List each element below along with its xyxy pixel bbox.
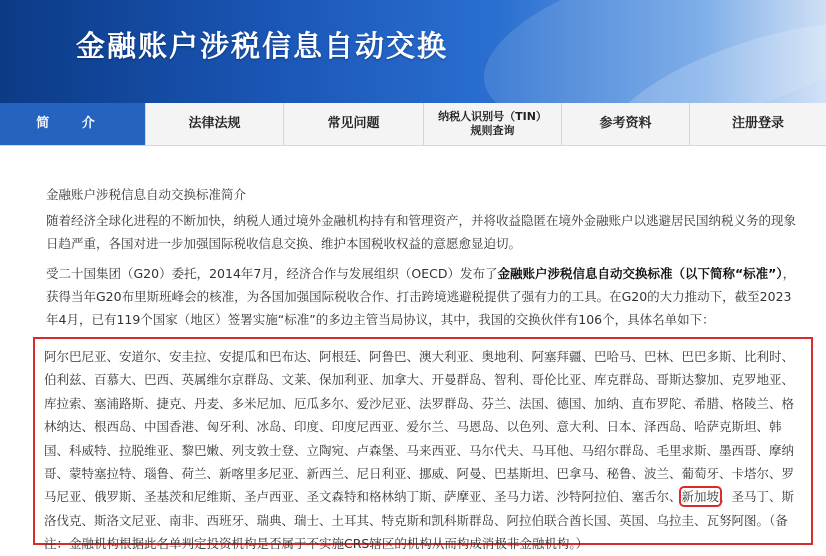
highlighted-country-singapore: 新加坡 [681,489,720,505]
country-list-part2: 、圣马丁、斯洛伐克、斯洛文尼亚、南非、西班牙、瑞典、瑞士、土耳其、特克斯和凯科斯群岛、阿拉伯联合酋长国、英国、乌拉圭、瓦努阿图。（备注：金融机构根据此名单判定投资机构是否属于不实施CRS辖区的机构从而构成消极非金融机构。） [44,489,795,552]
main-content [0,145,826,554]
intro-paragraph: 随着经济全球化进程的不断加快，纳税人通过境外金融机构持有和管理资产，并将收益隐匿在境外金融账户以逃避居民国纳税义务的现象日趋严重，各国对进一步加强国际税收信息交换、维护本国税收权益的意愿愈显迫切。 [46,213,797,251]
standard-name: 金融账户涉税信息自动交换标准（以下简称“标准”） [497,266,783,281]
nav-tab-laws[interactable]: 法律法规 [146,103,284,145]
nav-tab-intro[interactable]: 简 介 [0,103,146,145]
nav-tab-references[interactable]: 参考资料 [562,103,690,145]
standard-paragraph-text: 受二十国集团（G20）委托，2014年7月，经济合作与发展组织（OECD）发布了 [46,266,498,281]
page-heading: 金融账户涉税信息自动交换标准简介 [46,187,247,202]
nav-tab-tin-label-line2: 规则查询 [470,124,515,137]
header-banner [0,0,826,103]
nav-tab-faq[interactable]: 常见问题 [284,103,424,145]
partner-country-list [44,345,804,556]
nav-tab-tin-query[interactable] [424,103,562,145]
country-list-part1: 阿尔巴尼亚、安道尔、安圭拉、安提瓜和巴布达、阿根廷、阿鲁巴、澳大利亚、奥地利、阿塞拜疆、巴哈马、巴林、巴巴多斯、比利时、伯利兹、百慕大、巴西、英属维尔京群岛、文莱、保加利亚、加拿大、开曼群岛、智利、哥伦比亚、库克群岛、哥斯达黎加、克罗地亚、库拉索、塞浦路斯、捷克、丹麦、多米尼加、厄瓜多尔、爱沙尼亚、法罗群岛、芬兰、法国、德国、加纳、直布罗陀、希腊、格陵兰、格林纳达、根西岛、中国香港、匈牙利、冰岛、印度、印度尼西亚、爱尔兰、马恩岛、以色列、意大利、日本、泽西岛、哈萨克斯坦、韩国、科威特、拉脱维亚、黎巴嫩、列支敦士登、立陶宛、卢森堡、马来西亚、马尔代夫、马耳他、马绍尔群岛、毛里求斯、墨西哥、摩纳哥、蒙特塞拉特、瑙鲁、荷兰、新喀里多尼亚、新西兰、尼日利亚、挪威、阿曼、巴基斯坦、巴拿马、秘鲁、波兰、葡萄牙、卡塔尔、罗马尼亚、俄罗斯、圣基茨和尼维斯、圣卢西亚、圣文森特和格林纳丁斯、萨摩亚、圣马力诺、沙特阿拉伯、塞舌尔、 [44,349,795,505]
nav-tab-login[interactable]: 注册登录 [731,116,784,131]
main-nav [0,103,826,146]
site-title: 金融账户涉税信息自动交换 [76,29,449,63]
standard-paragraph [46,262,798,331]
standard-paragraph-text-cont: ，获得当年G20布里斯班峰会的核准，为各国加强国际税收合作、打击跨境逃避税提供了强有力的工具。在G20的大力推动下，截至2023年4月，已有119个国家（地区）签署实施“标准”的多边主管当局协议，其中，我国的交换伙伴有106个，具体名单如下： [46,266,796,327]
nav-tab-tin-label-line1: 纳税人识别号（TIN） [438,110,547,123]
